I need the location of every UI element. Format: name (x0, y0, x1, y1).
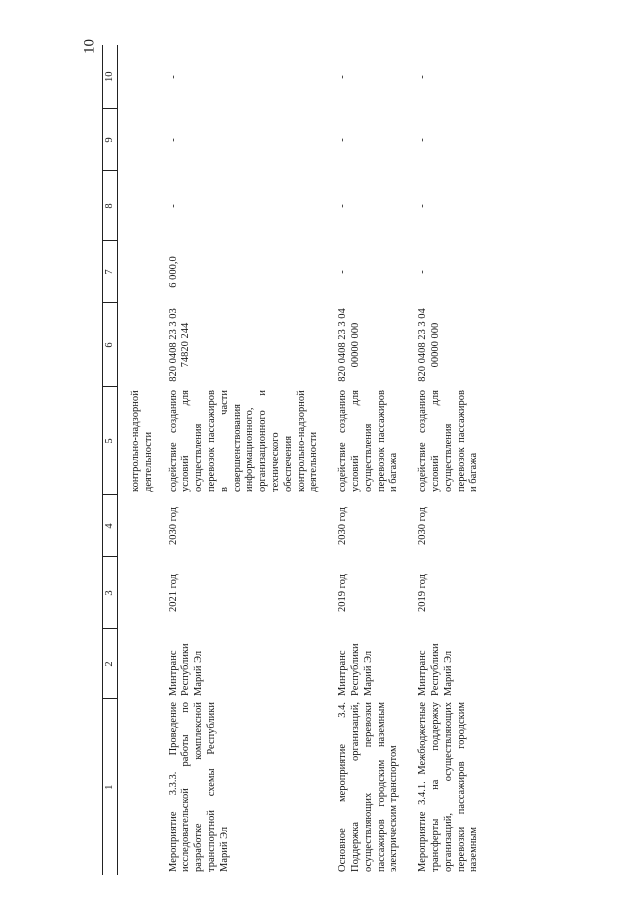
col-header-9: 9 (103, 109, 118, 171)
value-col10: - (417, 75, 429, 79)
expected-result: содействие созданию условий для осуществления перевозок пассажиров в части совершенствования информационного, организационного и технического обеспечения контрольно-надзорной деятельности (167, 390, 320, 492)
expected-result: содействие созданию условий для осуществления перевозок пассажиров и багажа (337, 390, 400, 492)
col-header-4: 4 (103, 495, 118, 557)
value-col9: - (167, 138, 179, 142)
budget-code: 820 0408 23 3 04 00000 000 (337, 308, 361, 382)
value-col8: - (337, 204, 349, 208)
measure-name: Мероприятие 3.4.1. Межбюджетные трансферты на поддержку организаций, осуществляющих перевозки пассажиров городским наземным (417, 702, 480, 872)
value-col10: - (337, 75, 349, 79)
start-year: 2019 год (337, 574, 349, 612)
col-header-1: 1 (103, 699, 118, 875)
budget-code: 820 0408 23 3 03 74820 244 (167, 308, 192, 382)
col-header-7: 7 (103, 241, 118, 303)
col-header-10: 10 (103, 45, 118, 109)
expected-result: содействие созданию условий для осуществления перевозок пассажиров и багажа (417, 390, 480, 492)
end-year: 2030 год (337, 507, 349, 545)
program-table (102, 45, 483, 875)
table-row (403, 45, 483, 875)
value-col9: - (417, 138, 429, 142)
end-year: 2030 год (167, 507, 179, 545)
col-header-2: 2 (103, 629, 118, 699)
executor: Минтранс Республики Марий Эл (167, 643, 205, 696)
start-year: 2021 год (167, 574, 179, 612)
start-year: 2019 год (417, 574, 429, 612)
page-number: 10 (81, 39, 98, 54)
value-col8: - (417, 204, 429, 208)
value-col9: - (337, 138, 349, 142)
col-header-5: 5 (103, 387, 118, 495)
executor: Минтранс Республики Марий Эл (337, 643, 374, 696)
header-row (103, 45, 118, 875)
table-row (166, 45, 324, 875)
measure-name: Основное мероприятие 3.4. Поддержка организаций, осуществляющих перевозки пассажиров городским наземным электрическим транспортом (337, 702, 400, 872)
executor: Минтранс Республики Марий Эл (417, 643, 454, 696)
value-col8: - (167, 204, 179, 208)
col-header-8: 8 (103, 171, 118, 241)
rotated-table-sheet (102, 45, 562, 875)
measure-name: Мероприятие 3.3.3. Проведение исследовательской работы по разработке комплексной транспортной схемы Республики Марий Эл (167, 702, 230, 872)
value-col7: - (337, 270, 349, 274)
continuation-row (118, 45, 166, 875)
table-row (323, 45, 403, 875)
continuation-text: контрольно-надзорной деятельности (130, 390, 154, 492)
col-header-6: 6 (103, 303, 118, 387)
value-col10: - (167, 75, 179, 79)
budget-code: 820 0408 23 3 04 00000 000 (417, 308, 441, 382)
end-year: 2030 год (417, 507, 429, 545)
value-col7: 6 000,0 (167, 256, 179, 288)
col-header-3: 3 (103, 557, 118, 629)
value-col7: - (417, 270, 429, 274)
